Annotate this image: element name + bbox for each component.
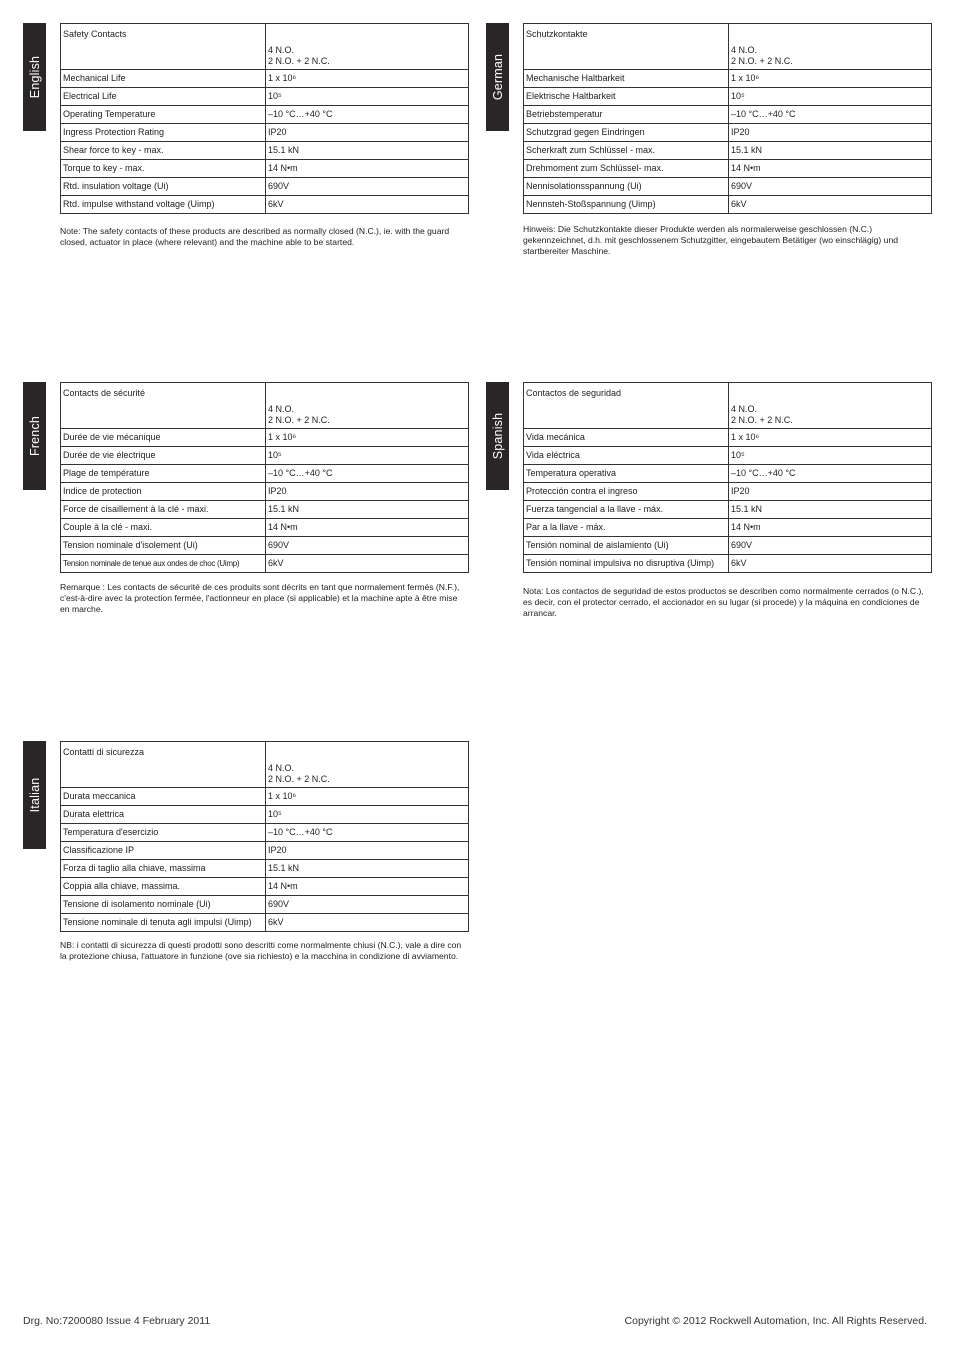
table-row	[61, 88, 469, 106]
spec-value: 1 x 10⁶	[729, 70, 932, 88]
table-row	[61, 465, 469, 483]
table-row	[524, 555, 932, 573]
spec-label: Shear force to key - max.	[61, 142, 266, 160]
table-row	[61, 878, 469, 896]
spec-label: Tensione nominale di tenuta agli impulsi (Uimp)	[61, 914, 266, 932]
table-row	[524, 519, 932, 537]
spec-label: Vida mecánica	[524, 429, 729, 447]
spec-label: Nennisolationsspannung (Ui)	[524, 178, 729, 196]
spec-value: 1 x 10⁶	[266, 788, 469, 806]
spec-value: –10 °C…+40 °C	[266, 465, 469, 483]
note-text: NB: i contatti di sicurezza di questi prodotti sono descritti come normalmente chiusi (N.C.), vale a dire con la protezione chiusa, l'attuatore in funzione (ove sia richiesto) e la macchina in condizione di avviamento.	[60, 940, 462, 962]
table-row	[524, 483, 932, 501]
spec-value: 690V	[729, 537, 932, 555]
table-row	[61, 788, 469, 806]
spec-label: Fuerza tangencial a la llave - máx.	[524, 501, 729, 519]
table-row	[61, 160, 469, 178]
table-row	[524, 383, 932, 429]
spec-value: 14 N•m	[266, 878, 469, 896]
spec-value: IP20	[266, 483, 469, 501]
spec-table	[523, 382, 932, 573]
spec-value: 6kV	[729, 555, 932, 573]
table-row	[61, 860, 469, 878]
table-row	[61, 806, 469, 824]
note-text: Remarque : Les contacts de sécurité de ces produits sont décrits en tant que normalement fermés (N.F.), c'est-à-dire avec la protection fermée, l'actionneur en place (si applicable) et la machine apte à être mise en marche.	[60, 582, 460, 615]
table-row	[61, 914, 469, 932]
spec-value: –10 °C…+40 °C	[729, 465, 932, 483]
spec-value: 1 x 10⁶	[266, 429, 469, 447]
language-tab-label: Spanish	[490, 412, 505, 460]
spec-value: IP20	[729, 483, 932, 501]
spec-value: 6kV	[266, 555, 469, 573]
spec-table	[60, 741, 469, 932]
table-row	[524, 178, 932, 196]
table-row	[61, 742, 469, 788]
spec-value: 10⁵	[729, 88, 932, 106]
table-row	[61, 70, 469, 88]
spec-value: 10⁵	[266, 806, 469, 824]
language-tab-label: English	[27, 55, 42, 99]
table-row	[61, 196, 469, 214]
spec-label: Schutzgrad gegen Eindringen	[524, 124, 729, 142]
spec-value: –10 °C…+40 °C	[266, 824, 469, 842]
spec-value: 14 N•m	[729, 160, 932, 178]
spec-label: Force de cisaillement à la clé - maxi.	[61, 501, 266, 519]
spec-table	[60, 23, 469, 214]
spec-label: Tensión nominal impulsiva no disruptiva (Uimp)	[524, 555, 729, 573]
table-row	[61, 429, 469, 447]
spec-value: 14 N•m	[729, 519, 932, 537]
language-tab	[23, 382, 46, 490]
spec-label: Mechanical Life	[61, 70, 266, 88]
spec-label: Indice de protection	[61, 483, 266, 501]
language-tab-label: Italian	[27, 777, 42, 813]
spec-label: Durée de vie électrique	[61, 447, 266, 465]
table-row	[61, 447, 469, 465]
table-row	[61, 824, 469, 842]
spec-label: Mechanische Haltbarkeit	[524, 70, 729, 88]
spec-value: 4 N.O. 2 N.O. + 2 N.C.	[729, 24, 932, 70]
spec-value: 4 N.O. 2 N.O. + 2 N.C.	[266, 24, 469, 70]
spec-label: Operating Temperature	[61, 106, 266, 124]
language-tab-label: German	[490, 53, 505, 101]
spec-value: 690V	[266, 896, 469, 914]
spec-label: Durata meccanica	[61, 788, 266, 806]
spec-value: 10⁵	[729, 447, 932, 465]
copyright-notice: Copyright © 2012 Rockwell Automation, Inc. All Rights Reserved.	[624, 1315, 927, 1327]
spec-value: 15.1 kN	[266, 501, 469, 519]
table-row	[61, 24, 469, 70]
spec-value: IP20	[266, 124, 469, 142]
table-row	[61, 124, 469, 142]
spec-value: 690V	[266, 537, 469, 555]
spec-value: 1 x 10⁶	[729, 429, 932, 447]
spec-table	[523, 23, 932, 214]
table-row	[61, 142, 469, 160]
spec-label: Vida eléctrica	[524, 447, 729, 465]
spec-label: Elektrische Haltbarkeit	[524, 88, 729, 106]
table-row	[524, 124, 932, 142]
spec-value: 4 N.O. 2 N.O. + 2 N.C.	[266, 383, 469, 429]
spec-value: 6kV	[729, 196, 932, 214]
table-row	[524, 429, 932, 447]
note-text: Nota: Los contactos de seguridad de estos productos se describen como normalmente cerrados (o N.C.), es decir, con el protector cerrado, el accionador en su lugar (si procede) y la máquina en condiciones de arrancar.	[523, 586, 924, 619]
spec-label: Tensione di isolamento nominale (Ui)	[61, 896, 266, 914]
spec-value: IP20	[729, 124, 932, 142]
table-row	[524, 106, 932, 124]
spec-value: 4 N.O. 2 N.O. + 2 N.C.	[266, 742, 469, 788]
spec-label: Tensión nominal de aislamiento (Ui)	[524, 537, 729, 555]
spec-label: Temperatura d'esercizio	[61, 824, 266, 842]
table-row	[524, 70, 932, 88]
table-row	[524, 537, 932, 555]
spec-label: Scherkraft zum Schlüssel - max.	[524, 142, 729, 160]
spec-value: 15.1 kN	[729, 501, 932, 519]
spec-value: 14 N•m	[266, 519, 469, 537]
drawing-number: Drg. No:7200080 Issue 4 February 2011	[23, 1315, 211, 1327]
table-row	[61, 555, 469, 573]
note-text: Note: The safety contacts of these products are described as normally closed (N.C.), ie. with the guard closed, actuator in place (where relevant) and the machine able to be started.	[60, 226, 450, 248]
spec-value: 4 N.O. 2 N.O. + 2 N.C.	[729, 383, 932, 429]
spec-value: –10 °C…+40 °C	[266, 106, 469, 124]
spec-label: Ingress Protection Rating	[61, 124, 266, 142]
spec-label: Coppia alla chiave, massima.	[61, 878, 266, 896]
spec-value: 15.1 kN	[266, 142, 469, 160]
table-row	[61, 106, 469, 124]
table-row	[61, 537, 469, 555]
spec-label: Temperatura operativa	[524, 465, 729, 483]
spec-value: 1 x 10⁶	[266, 70, 469, 88]
table-row	[524, 142, 932, 160]
spec-label: Protección contra el ingreso	[524, 483, 729, 501]
table-row	[524, 447, 932, 465]
spec-label: Torque to key - max.	[61, 160, 266, 178]
spec-value: 10⁵	[266, 88, 469, 106]
spec-value: IP20	[266, 842, 469, 860]
spec-label: Nennsteh-Stoßspannung (Uimp)	[524, 196, 729, 214]
spec-label: Tension nominale de tenue aux ondes de choc (Uimp)	[61, 555, 266, 573]
spec-table	[60, 382, 469, 573]
table-row	[61, 842, 469, 860]
spec-label: Contacts de sécurité	[61, 383, 266, 429]
table-row	[61, 178, 469, 196]
spec-label: Couple à la clé - maxi.	[61, 519, 266, 537]
spec-label: Rtd. insulation voltage (Ui)	[61, 178, 266, 196]
table-row	[524, 501, 932, 519]
spec-label: Forza di taglio alla chiave, massima	[61, 860, 266, 878]
spec-value: 690V	[266, 178, 469, 196]
language-tab	[23, 741, 46, 849]
spec-label: Betriebstemperatur	[524, 106, 729, 124]
spec-label: Contactos de seguridad	[524, 383, 729, 429]
table-row	[61, 519, 469, 537]
spec-value: 6kV	[266, 196, 469, 214]
spec-label: Tension nominale d'isolement (Ui)	[61, 537, 266, 555]
table-row	[524, 465, 932, 483]
spec-value: 14 N•m	[266, 160, 469, 178]
spec-label: Safety Contacts	[61, 24, 266, 70]
table-row	[524, 196, 932, 214]
language-tab	[23, 23, 46, 131]
language-tab-label: French	[27, 415, 42, 457]
table-row	[61, 483, 469, 501]
spec-label: Drehmoment zum Schlüssel- max.	[524, 160, 729, 178]
language-tab	[486, 382, 509, 490]
spec-value: 6kV	[266, 914, 469, 932]
spec-label: Schutzkontakte	[524, 24, 729, 70]
spec-label: Durée de vie mécanique	[61, 429, 266, 447]
spec-label: Contatti di sicurezza	[61, 742, 266, 788]
table-row	[61, 896, 469, 914]
spec-label: Rtd. impulse withstand voltage (Uimp)	[61, 196, 266, 214]
spec-value: –10 °C…+40 °C	[729, 106, 932, 124]
spec-value: 10⁵	[266, 447, 469, 465]
table-row	[524, 160, 932, 178]
spec-label: Classificazione IP	[61, 842, 266, 860]
spec-label: Durata elettrica	[61, 806, 266, 824]
table-row	[61, 383, 469, 429]
table-row	[524, 24, 932, 70]
note-text: Hinweis: Die Schutzkontakte dieser Produkte werden als normalerweise geschlossen (N.C.) gekennzeichnet, d.h. mit geschlossenem Schutzgitter, eingebautem Betätiger (wo einschlägig) und startbereiter Maschine.	[523, 224, 899, 257]
language-tab	[486, 23, 509, 131]
spec-label: Electrical Life	[61, 88, 266, 106]
spec-label: Plage de température	[61, 465, 266, 483]
spec-value: 690V	[729, 178, 932, 196]
table-row	[61, 501, 469, 519]
spec-label: Par a la llave - máx.	[524, 519, 729, 537]
spec-value: 15.1 kN	[266, 860, 469, 878]
table-row	[524, 88, 932, 106]
spec-value: 15.1 kN	[729, 142, 932, 160]
